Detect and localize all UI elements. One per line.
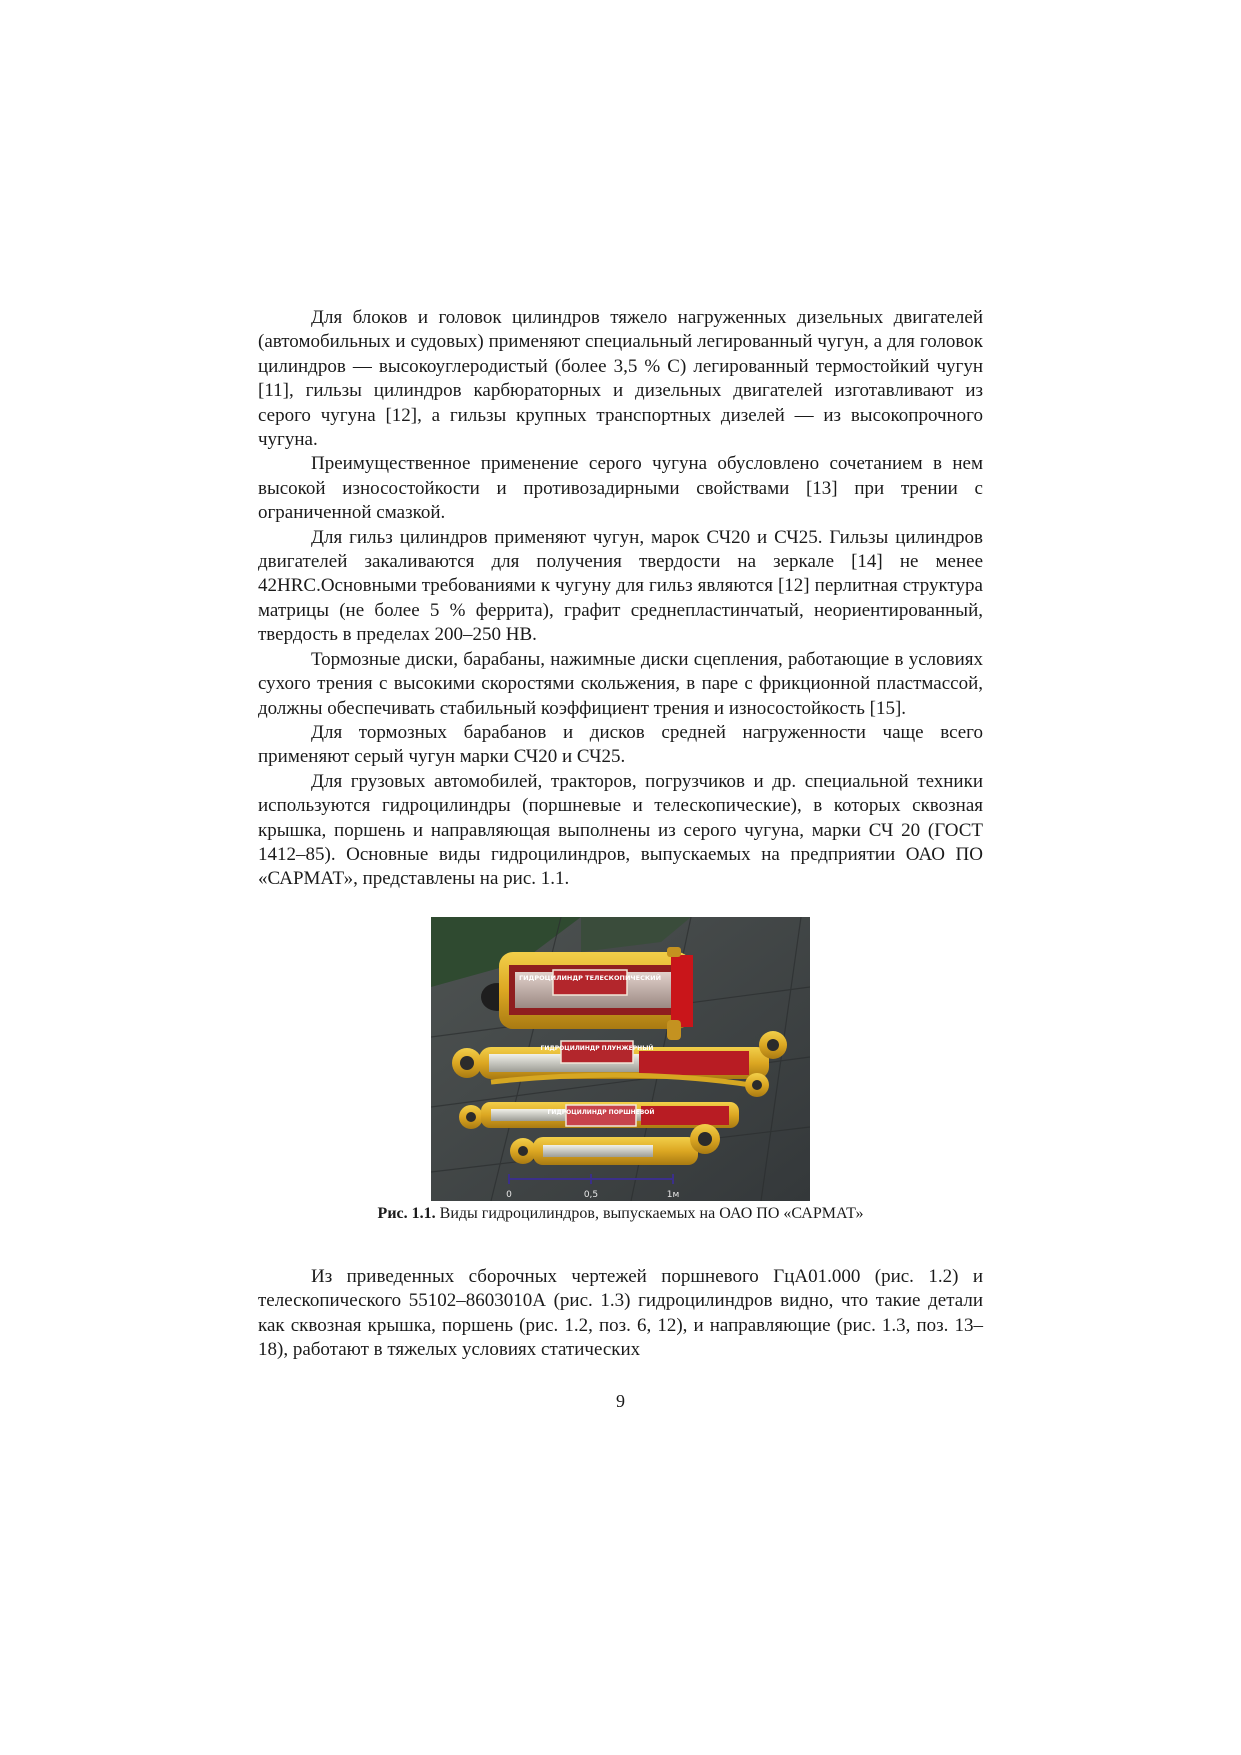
photo-illustration [431,917,810,1201]
page-number: 9 [616,1391,625,1411]
caption-label: Рис. 1.1. [377,1205,436,1222]
paragraph: Для тормозных барабанов и дисков средней нагруженности чаще всего применяют серый чугун марки СЧ20 и СЧ25. [258,721,983,768]
body-text-bottom [258,1265,983,1363]
paragraph: Из приведенных сборочных чертежей поршневого ГцА01.000 (рис. 1.2) и телескопического 55102–8603010А (рис. 1.3) гидроцилиндров видно, что такие детали как сквозная крышка, поршень (рис. 1.2, поз. 6, 12), и направляющие (рис. 1.3, поз. 13–18), работают в тяжелых условиях статических [258,1266,983,1361]
paragraph: Для грузовых автомобилей, тракторов, погрузчиков и др. специальной техники используются гидроцилиндры (поршневые и телескопические), в которых сквозная крышка, поршень и направляющая выполнены из серого чугуна, марки СЧ 20 (ГОСТ 1412–85). Основные виды гидроцилиндров, выпускаемых на предприятии ОАО ПО «САРМАТ», представлены на рис. 1.1. [258,770,983,890]
caption-text: Виды гидроцилиндров, выпускаемых на ОАО ПО «САРМАТ» [435,1205,864,1222]
label-piston-text: ГИДРОЦИЛИНДР ПОРШНЕВОЙ [547,1109,655,1116]
scale-label-1m: 1м [666,1190,680,1200]
paragraph: Для блоков и головок цилиндров тяжело нагруженных дизельных двигателей (автомобильных и судовых) применяют специальный легированный чугун, а для головок цилиндров — высокоуглеродистый (более 3,5 % С) легированный термостойкий чугун [11], гильзы цилиндров карбюраторных и дизельных двигателей изготавливают из серого чугуна [12], а гильзы крупных транспортных дизелей — из высокопрочного чугуна. [258,307,983,451]
scale-label-0: 0 [506,1190,512,1200]
hydraulic-cylinders-photo [431,917,810,1201]
paragraph: Преимущественное применение серого чугуна обусловлено сочетанием в нем высокой износостойкости и противозадирными свойствами [13] при трении с ограниченной смазкой. [258,453,983,524]
figure-caption [258,1204,983,1224]
body-text-top [258,306,983,892]
label-plunger-text: ГИДРОЦИЛИНДР ПЛУНЖЕРНЫЙ [540,1045,654,1052]
label-telescopic-text: ГИДРОЦИЛИНДР ТЕЛЕСКОПИЧЕСКИЙ [518,974,662,982]
paragraph: Для гильз цилиндров применяют чугун, марок СЧ20 и СЧ25. Гильзы цилиндров двигателей закаливаются для получения твердости на зеркале [14] не менее 42HRC.Основными требованиями к чугуну для гильз являются [12] перлитная структура матрицы (не более 5 % феррита), графит среднепластинчатый, неориентированный, твердость в пределах 200–250 НВ. [258,526,983,646]
paragraph: Тормозные диски, барабаны, нажимные диски сцепления, работающие в условиях сухого трения с высокими скоростями скольжения, в паре с фрикционной пластмассой, должны обеспечивать стабильный коэффициент трения и износостойкость [15]. [258,648,983,719]
scale-label-half: 0,5 [583,1190,599,1200]
